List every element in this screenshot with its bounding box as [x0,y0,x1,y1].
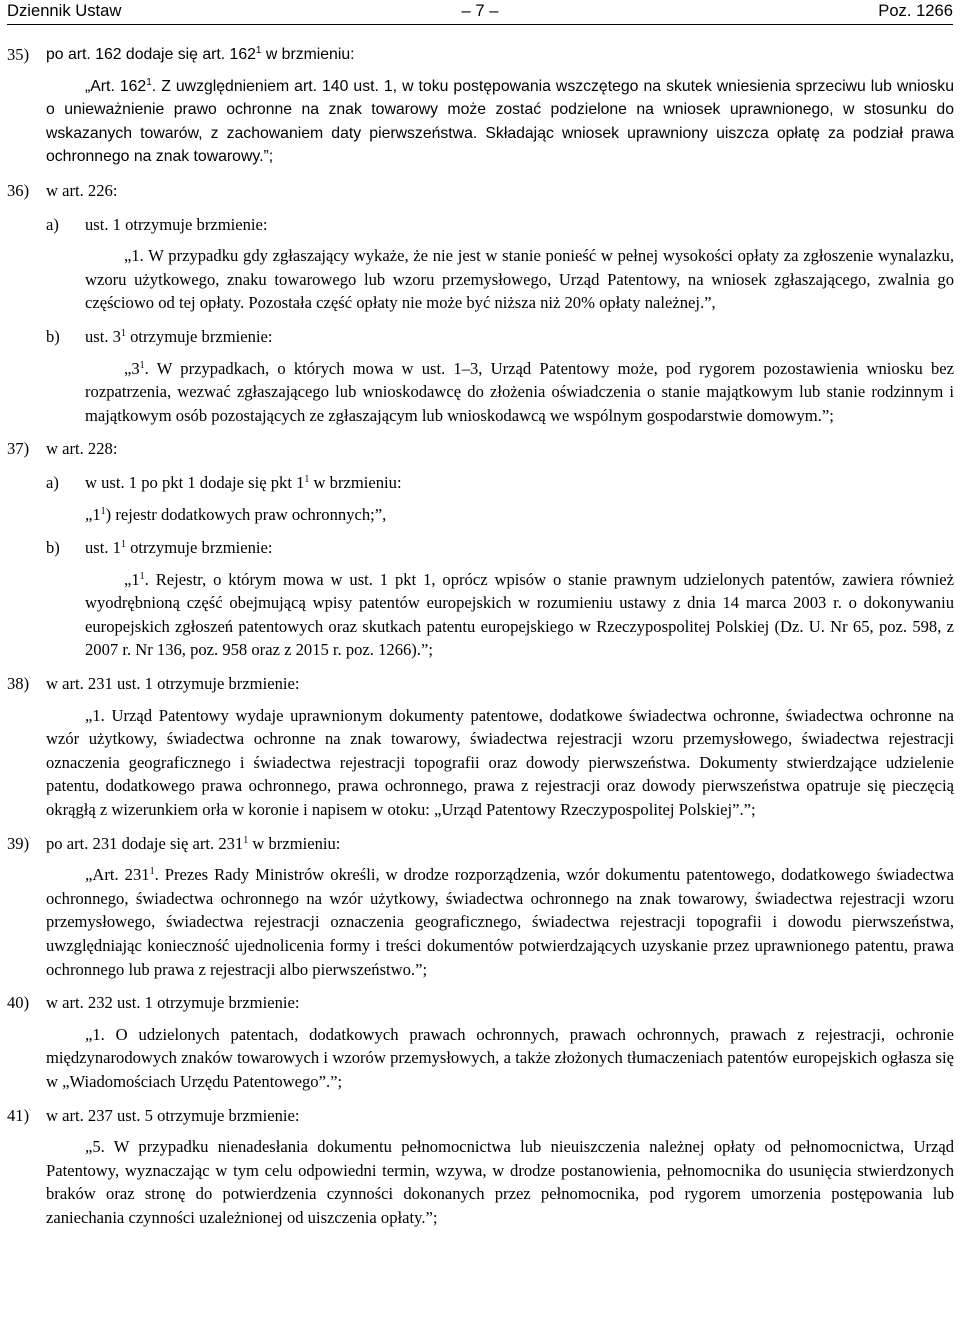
point-lead: w art. 226: [46,180,118,200]
point-36 [7,179,954,203]
subpoint-lead: w ust. 1 po pkt 1 dodaje się pkt $1^1$ w brzmieniu: [85,472,402,492]
quoted-provision: $„1^1$. Rejestr, o którym mowa w ust. 1 pkt 1, oprócz wpisów o stanie prawnym udzielonych patentów, zawiera również wyodrębnioną część obejmującą wpisy patentów europejskich w rozumieniu ustawy z dnia 14 marca 2003 r. o dokonywaniu europejskich zgłoszeń patentowych oraz skutkach patentu europejskiego w Rzeczypospolitej Polskiej (Dz. U. Nr 65, poz. 598, z 2007 r. Nr 136, poz. 958 oraz z 2015 r. poz. 1266).”; [85,569,954,660]
subpoint-36a [46,213,954,237]
subpoint-37a [46,471,954,495]
point-number: 35) [7,45,30,64]
journal-title: Dziennik Ustaw [7,1,122,20]
point-lead: w art. 232 ust. 1 otrzymuje brzmienie: [46,993,300,1013]
quoted-provision: $„1^1$) rejestr dodatkowych praw ochronnych;”, [85,504,387,524]
quoted-provision: $„3^1$. W przypadkach, o których mowa w ust. 1–3, Urząd Patentowy może, pod rygorem pozostawienia wniosku bez rozpatrzenia, wezwać zgłaszającego lub wnioskodawcę do złożenia oświadczenia o stanie majątkowym lub stanie rodzinnym i majątkowym osób pozostających ze zgłaszającym lub wnioskodawcą we wspólnym gospodarstwie domowym.”; [85,358,954,425]
point-lead: w art. 228: [46,439,118,459]
point-39 [7,832,954,856]
subpoint-lead: ust. 1 otrzymuje brzmienie: [85,214,268,234]
subpoint-37b [46,536,954,560]
point-number: 41) [7,1105,30,1125]
position-number: Poz. 1266 [878,1,953,20]
quoted-provision: „1. Urząd Patentowy wydaje uprawnionym dokumenty patentowe, dodatkowe świadectwa ochronne, świadectwa ochronne na wzór użytkowy, świadectwa ochronne na znak towarowy, świadectwa rejestracji wzoru przemysłowego, świadectwa rejestracji oznaczenia geograficznego i świadectwa rejestracji topografii oraz dowody pierwszeństwa. Dokumenty stwierdzające udzielenie patentu, dodatkowego prawa ochronnego, prawa ochronnego, prawa z rejestracji oraz dowody pierwszeństwa opatruje się pieczęcią okrągłą z wizerunkiem orła w koronie i napisem w otoku: „Urząd Patentowy Rzeczypospolitej Polskiej”.”; [46,705,954,820]
point-lead: po art. 231 dodaje się art. $231^1$ w brzmieniu: [46,833,341,853]
point-37 [7,437,954,461]
quoted-provision: „Art. $162^1$. Z uwzględnieniem art. 140 ust. 1, w toku postępowania wszczętego na skutek wniesienia sprzeciwu lub wniosku o unieważnienie prawo ochronne na znak towarowy może zostać podzielone na wniosek uprawnionego, w stosunku do wskazanych towarów, z zachowaniem daty pierwszeństwa. Składając wniosek uprawniony uiszcza opłatę za podział prawa ochronnego na znak towarowy.”; [46,76,954,166]
point-number: 36) [7,180,30,200]
page-number: – 7 – [461,1,499,20]
subpoint-letter: b) [46,326,60,346]
point-number: 40) [7,993,30,1013]
point-38 [7,672,954,696]
subpoint-lead: ust. $3^1$ otrzymuje brzmienie: [85,326,273,346]
subpoint-36b [46,325,954,349]
quoted-provision: „1. O udzielonych patentach, dodatkowych prawach ochronnych, prawach ochronnych, prawach z rejestracji, ochronie międzynarodowych znaków towarowych i wzorów przemysłowych, a także złożonych tłumaczeniach patentów europejskich ogłasza się w „Wiadomościach Urzędu Patentowego”.”; [46,1024,954,1091]
point-number: 37) [7,439,30,459]
subpoint-letter: a) [46,472,59,492]
point-35 [7,43,954,67]
point-40 [7,991,954,1015]
point-lead: w art. 231 ust. 1 otrzymuje brzmienie: [46,674,300,694]
subpoint-letter: a) [46,214,59,234]
page-header [7,0,953,25]
point-lead: w art. 237 ust. 5 otrzymuje brzmienie: [46,1105,300,1125]
point-lead: po art. 162 dodaje się art. $162^1$ w brzmieniu: [46,45,355,63]
point-41 [7,1104,954,1128]
subpoint-lead: ust. $1^1$ otrzymuje brzmienie: [85,538,273,558]
quoted-provision: „1. W przypadku gdy zgłaszający wykaże, że nie jest w stanie ponieść w pełnej wysokości opłaty za zgłoszenie wynalazku, wzoru użytkowego, znaku towarowego lub wzoru przemysłowego, Urząd Patentowy, na wniosek zgłaszającego, zwalnia go częściowo od tej opłaty. Pozostała część opłaty nie może być niższa niż 20% opłaty należnej.”, [85,246,954,313]
quoted-provision: „Art. $231^1$. Prezes Rady Ministrów określi, w drodze rozporządzenia, wzór dokumentu patentowego, dodatkowego świadectwa ochronnego, świadectwa ochronnego na wzór użytkowy, świadectwa ochronnego na znak towarowy, świadectwa rejestracji wzoru przemysłowego, świadectwa rejestracji oznaczenia geograficznego, świadectwa rejestracji topografii i dowodu pierwszeństwa, uwzględniając konieczność ujednolicenia formy i treści dokumentów potwierdzających uzyskanie przez uprawnionego patentu, prawa ochronnego lub prawa z rejestracji albo pierwszeństwo.”; [46,865,954,979]
document-body [7,43,954,1230]
point-number: 39) [7,833,30,853]
quoted-provision: „5. W przypadku nienadesłania dokumentu pełnomocnictwa lub nieuiszczenia należnej opłaty od pełnomocnictwa, Urząd Patentowy, wyznaczając w tym celu odpowiedni termin, wzywa, w drodze postanowienia, pełnomocnika do usunięcia stwierdzonych braków oraz stronę do potwierdzenia czynności dokonanych przez pełnomocnika, pod rygorem umorzenia postępowania lub zaniechania czynności uzależnionej od uiszczenia opłaty.”; [46,1137,954,1227]
subpoint-letter: b) [46,538,60,558]
point-number: 38) [7,674,30,694]
